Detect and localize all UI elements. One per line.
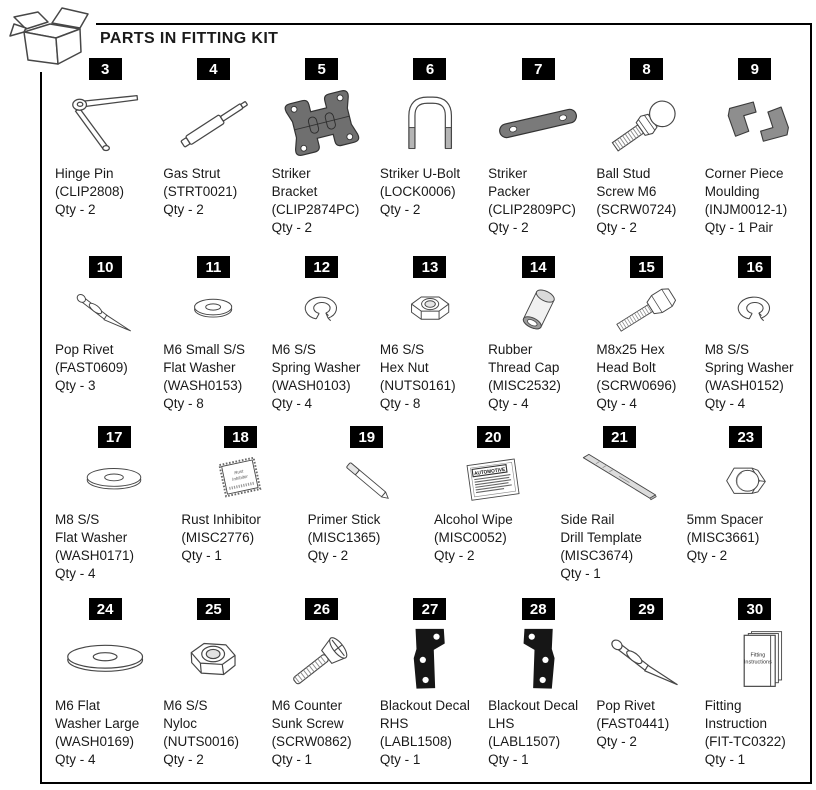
part-item bbox=[591, 58, 699, 256]
item-code: (MISC3674) bbox=[560, 548, 634, 563]
item-qty: Qty - 2 bbox=[433, 548, 475, 563]
item-number-badge: 21 bbox=[603, 426, 636, 448]
item-number-badge: 11 bbox=[197, 256, 230, 278]
item-qty: Qty - 1 bbox=[379, 752, 421, 767]
part-item bbox=[267, 256, 375, 426]
item-name: M6 Small S/S Flat Washer bbox=[163, 342, 246, 375]
item-qty: Qty - 1 bbox=[560, 566, 601, 581]
item-code: (SCRW0696) bbox=[596, 378, 677, 393]
item-code: (FAST0609) bbox=[55, 360, 128, 375]
part-item bbox=[267, 58, 375, 256]
item-name: 5mm Spacer bbox=[686, 512, 764, 527]
item-number-badge: 25 bbox=[197, 598, 230, 620]
item-name: M6 S/S Nyloc bbox=[163, 698, 208, 731]
flat-washer-medium-icon bbox=[55, 451, 173, 509]
item-qty: Qty - 1 bbox=[271, 752, 313, 767]
countersunk-screw-icon bbox=[272, 623, 372, 695]
part-item bbox=[591, 598, 699, 778]
item-qty: Qty - 2 bbox=[379, 202, 421, 217]
item-qty: Qty - 2 bbox=[163, 202, 204, 217]
gas-strut-icon bbox=[163, 83, 263, 163]
item-number-badge: 26 bbox=[305, 598, 338, 620]
item-qty: Qty - 1 bbox=[704, 752, 746, 767]
fitting-booklet-icon bbox=[705, 623, 805, 695]
item-number-badge: 7 bbox=[522, 58, 555, 80]
striker-packer-icon bbox=[488, 83, 588, 163]
item-qty: Qty - 8 bbox=[163, 396, 204, 411]
item-number-badge: 18 bbox=[224, 426, 257, 448]
alcohol-wipe-icon bbox=[434, 451, 552, 509]
pop-rivet-icon bbox=[55, 281, 155, 339]
item-name: Rust Inhibitor bbox=[181, 512, 261, 527]
spacer-icon bbox=[687, 451, 805, 509]
item-code: (SCRW0862) bbox=[271, 734, 352, 749]
part-item bbox=[303, 426, 429, 598]
item-qty: Qty - 4 bbox=[55, 752, 96, 767]
part-item bbox=[483, 598, 591, 778]
item-name: Side Rail Drill Template bbox=[560, 512, 642, 545]
part-item bbox=[267, 598, 375, 778]
item-qty: Qty - 1 Pair bbox=[704, 220, 773, 235]
item-name: Hinge Pin bbox=[55, 166, 114, 181]
part-item bbox=[158, 598, 266, 778]
spring-washer-icon bbox=[272, 281, 372, 339]
item-name: Striker Packer bbox=[488, 166, 531, 199]
part-item bbox=[158, 256, 266, 426]
item-code: (MISC2776) bbox=[181, 530, 255, 545]
part-item bbox=[50, 426, 176, 598]
item-qty: Qty - 2 bbox=[686, 548, 728, 563]
item-name: Rubber Thread Cap bbox=[488, 342, 560, 375]
item-qty: Qty - 2 bbox=[163, 752, 204, 767]
striker-bracket-icon bbox=[272, 83, 372, 163]
item-code: (WASH0169) bbox=[55, 734, 135, 749]
item-code: (NUTS0161) bbox=[379, 378, 456, 393]
item-qty: Qty - 3 bbox=[55, 378, 96, 393]
item-number-badge: 9 bbox=[738, 58, 771, 80]
item-number-badge: 28 bbox=[522, 598, 555, 620]
item-name: Blackout Decal LHS bbox=[488, 698, 579, 731]
item-qty: Qty - 2 bbox=[271, 220, 313, 235]
nyloc-nut-icon bbox=[163, 623, 263, 695]
part-item bbox=[483, 256, 591, 426]
item-number-badge: 14 bbox=[522, 256, 555, 278]
svg-text:AUTOMOTIVE: AUTOMOTIVE bbox=[473, 466, 509, 478]
item-number-badge: 6 bbox=[413, 58, 446, 80]
item-code: (MISC3661) bbox=[686, 530, 760, 545]
item-number-badge: 15 bbox=[630, 256, 663, 278]
part-item bbox=[158, 58, 266, 256]
item-name: Striker U-Bolt bbox=[379, 166, 461, 181]
page-title: PARTS IN FITTING KIT bbox=[100, 30, 279, 47]
item-code: (MISC1365) bbox=[307, 530, 381, 545]
item-name: M6 Flat Washer Large bbox=[55, 698, 140, 731]
item-qty: Qty - 8 bbox=[379, 396, 421, 411]
item-code: (WASH0171) bbox=[55, 548, 135, 563]
item-name: M8 S/S Flat Washer bbox=[55, 512, 128, 545]
item-name: Blackout Decal RHS bbox=[379, 698, 470, 731]
flat-washer-icon bbox=[163, 281, 263, 339]
primer-stick-icon bbox=[308, 451, 426, 509]
item-name: Gas Strut bbox=[163, 166, 221, 181]
item-name: Pop Rivet bbox=[55, 342, 114, 357]
svg-text:Fitting: Fitting bbox=[750, 652, 765, 659]
item-number-badge: 27 bbox=[413, 598, 446, 620]
parts-row bbox=[50, 58, 808, 256]
item-qty: Qty - 4 bbox=[596, 396, 637, 411]
item-qty: Qty - 2 bbox=[596, 220, 637, 235]
item-name: M6 S/S Hex Nut bbox=[379, 342, 429, 375]
parts-row bbox=[50, 426, 808, 598]
part-item bbox=[700, 58, 808, 256]
item-code: (STRT0021) bbox=[163, 184, 238, 199]
item-qty: Qty - 2 bbox=[55, 202, 96, 217]
item-code: (WASH0153) bbox=[163, 378, 243, 393]
hinge-pin-icon bbox=[55, 83, 155, 163]
ball-stud-icon bbox=[596, 83, 696, 163]
item-number-badge: 12 bbox=[305, 256, 338, 278]
part-item bbox=[50, 598, 158, 778]
item-code: (NUTS0016) bbox=[163, 734, 240, 749]
item-code: (MISC2532) bbox=[488, 378, 561, 393]
item-code: (FIT-TC0322) bbox=[704, 734, 786, 749]
item-code: (INJM0012-1) bbox=[704, 202, 788, 217]
item-qty: Qty - 4 bbox=[704, 396, 746, 411]
item-number-badge: 8 bbox=[630, 58, 663, 80]
hex-nut-icon bbox=[380, 281, 480, 339]
pop-rivet-icon bbox=[596, 623, 696, 695]
item-name: M6 Counter Sunk Screw bbox=[271, 698, 344, 731]
item-qty: Qty - 4 bbox=[55, 566, 96, 581]
part-item bbox=[176, 426, 302, 598]
part-item bbox=[50, 256, 158, 426]
parts-row bbox=[50, 256, 808, 426]
flat-washer-large-icon bbox=[55, 623, 155, 695]
item-name: M8x25 Hex Head Bolt bbox=[596, 342, 665, 375]
blackout-decal-rhs-icon bbox=[380, 623, 480, 695]
item-code: (LABL1508) bbox=[379, 734, 452, 749]
svg-text:Instructions: Instructions bbox=[743, 659, 772, 666]
item-number-badge: 3 bbox=[89, 58, 122, 80]
item-qty: Qty - 2 bbox=[488, 220, 529, 235]
item-qty: Qty - 1 bbox=[181, 548, 222, 563]
part-item bbox=[429, 426, 555, 598]
part-item bbox=[375, 598, 483, 778]
part-item bbox=[591, 256, 699, 426]
item-name: Ball Stud Screw M6 bbox=[596, 166, 657, 199]
item-name: Fitting Instruction bbox=[704, 698, 767, 731]
item-number-badge: 29 bbox=[630, 598, 663, 620]
item-name: M8 S/S Spring Washer bbox=[704, 342, 794, 375]
item-code: (WASH0152) bbox=[704, 378, 784, 393]
parts-grid bbox=[50, 58, 808, 778]
item-name: Striker Bracket bbox=[271, 166, 318, 199]
item-code: (CLIP2809PC) bbox=[488, 202, 576, 217]
parts-row bbox=[50, 598, 808, 778]
item-number-badge: 13 bbox=[413, 256, 446, 278]
part-item bbox=[483, 58, 591, 256]
item-qty: Qty - 4 bbox=[271, 396, 313, 411]
item-number-badge: 17 bbox=[98, 426, 131, 448]
item-number-badge: 30 bbox=[738, 598, 771, 620]
item-code: (SCRW0724) bbox=[596, 202, 677, 217]
part-item bbox=[50, 58, 158, 256]
hex-bolt-icon bbox=[596, 281, 696, 339]
svg-text:Inhibitor: Inhibitor bbox=[232, 473, 249, 482]
part-item bbox=[375, 58, 483, 256]
spring-washer-icon bbox=[705, 281, 805, 339]
item-name: Corner Piece Moulding bbox=[704, 166, 784, 199]
item-number-badge: 10 bbox=[89, 256, 122, 278]
item-code: (FAST0441) bbox=[596, 716, 670, 731]
item-number-badge: 20 bbox=[477, 426, 510, 448]
item-code: (LABL1507) bbox=[488, 734, 561, 749]
item-name: Pop Rivet bbox=[596, 698, 655, 713]
item-code: (CLIP2808) bbox=[55, 184, 125, 199]
item-code: (MISC0052) bbox=[433, 530, 507, 545]
item-qty: Qty - 4 bbox=[488, 396, 529, 411]
item-number-badge: 24 bbox=[89, 598, 122, 620]
thread-cap-icon bbox=[488, 281, 588, 339]
item-qty: Qty - 2 bbox=[596, 734, 637, 749]
u-bolt-icon bbox=[380, 83, 480, 163]
item-code: (CLIP2874PC) bbox=[271, 202, 360, 217]
drill-template-icon bbox=[560, 451, 678, 509]
part-item bbox=[682, 426, 808, 598]
item-number-badge: 19 bbox=[350, 426, 383, 448]
item-code: (WASH0103) bbox=[271, 378, 351, 393]
item-qty: Qty - 1 bbox=[488, 752, 529, 767]
item-name: M6 S/S Spring Washer bbox=[271, 342, 361, 375]
corner-piece-icon bbox=[705, 83, 805, 163]
part-item bbox=[700, 598, 808, 778]
part-item bbox=[700, 256, 808, 426]
svg-text:Rust: Rust bbox=[234, 468, 245, 476]
blackout-decal-lhs-icon bbox=[488, 623, 588, 695]
item-name: Alcohol Wipe bbox=[433, 512, 513, 527]
item-code: (LOCK0006) bbox=[379, 184, 456, 199]
item-number-badge: 23 bbox=[729, 426, 762, 448]
item-name: Primer Stick bbox=[307, 512, 381, 527]
rust-inhibitor-icon bbox=[181, 451, 299, 509]
item-number-badge: 4 bbox=[197, 58, 230, 80]
item-number-badge: 5 bbox=[305, 58, 338, 80]
item-qty: Qty - 2 bbox=[307, 548, 349, 563]
part-item bbox=[375, 256, 483, 426]
part-item bbox=[555, 426, 681, 598]
item-number-badge: 16 bbox=[738, 256, 771, 278]
